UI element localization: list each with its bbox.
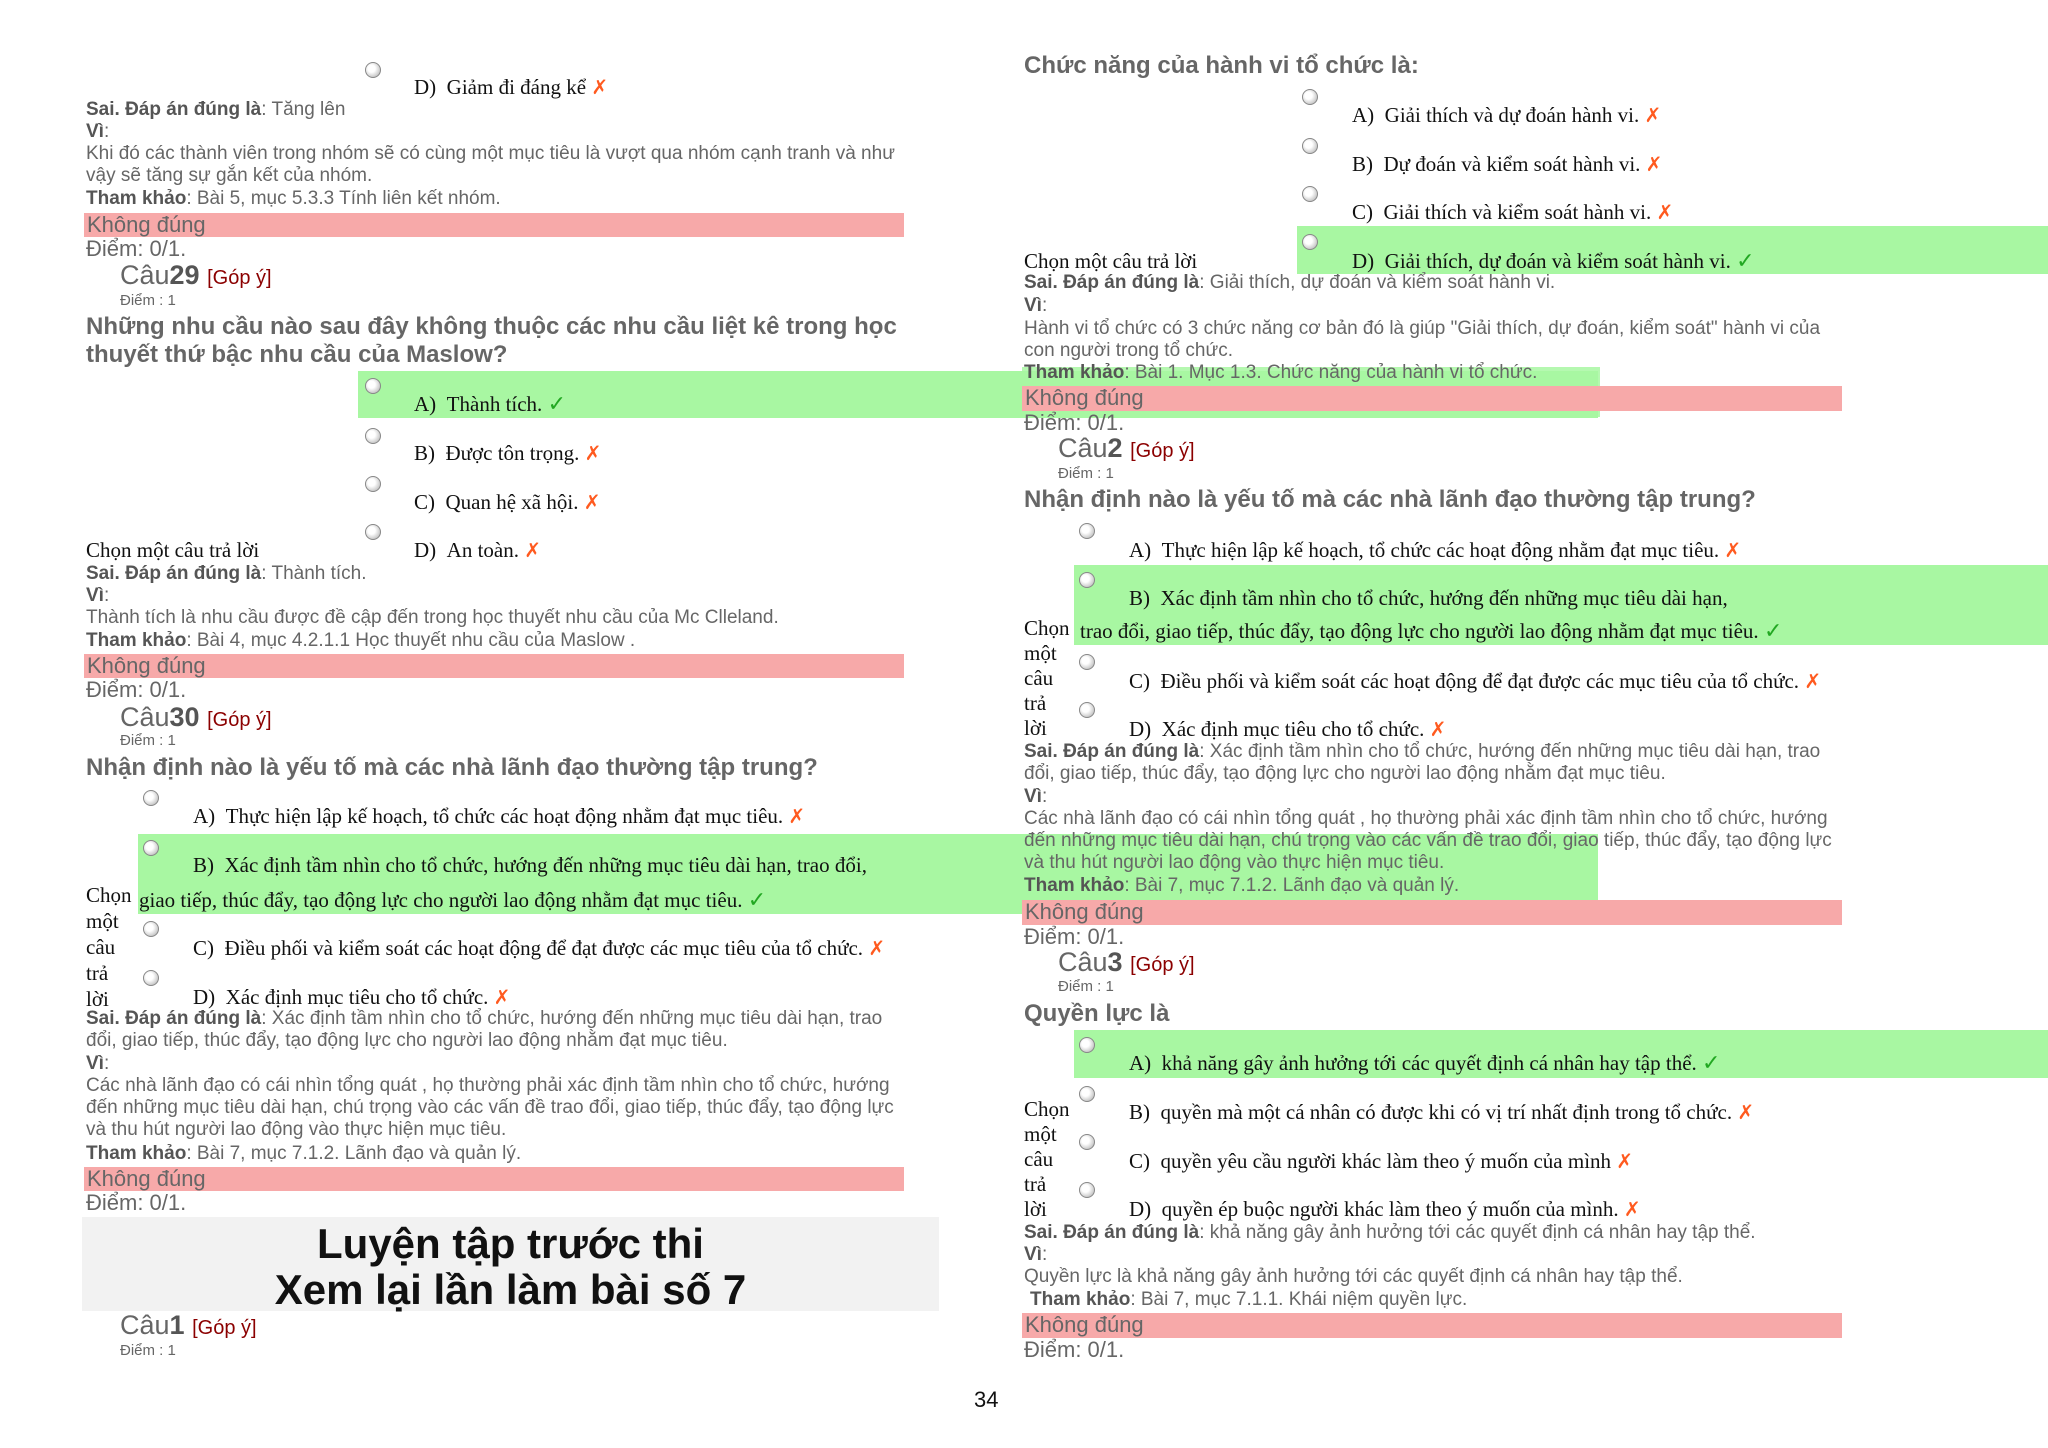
radio-button[interactable]	[1079, 1086, 1095, 1102]
option-a: A) Giải thích và dự đoán hành vi. ✗	[1352, 103, 1662, 127]
feedback-wrong: Sai. Đáp án đúng là: Thành tích.	[86, 563, 367, 584]
radio-button[interactable]	[1079, 702, 1095, 718]
check-icon: ✓	[1736, 248, 1755, 273]
feedback-wrong: Sai. Đáp án đúng là: Xác định tầm nhìn cho tổ chức, hướng đến những mục tiêu dài hạn, trao đổi, giao tiếp, thúc đẩy, tạo động lực cho người lao động nhằm đạt mục tiêu.	[1024, 741, 1821, 784]
cross-icon: ✗	[584, 443, 602, 465]
score: Điểm: 0/1.	[86, 236, 187, 261]
feedback-reason: Quyền lực là khả năng gây ảnh hưởng tới các quyết định cá nhân hay tập thể.	[1024, 1266, 1683, 1287]
option-a: A) Thực hiện lập kế hoạch, tổ chức các hoạt động nhằm đạt mục tiêu. ✗	[193, 804, 806, 828]
feedback-reason: Khi đó các thành viên trong nhóm sẽ có cùng một mục tiêu là vượt qua nhóm cạnh tranh và như vậy sẽ tăng sự gắn kết của nhóm.	[86, 143, 895, 186]
result-bar: Không đúng	[1022, 900, 1842, 925]
option-c: C) quyền yêu cầu người khác làm theo ý muốn của mình ✗	[1129, 1149, 1634, 1173]
choose-label: Chọn một câu trả lời	[86, 883, 132, 1011]
question-points: Điểm : 1	[120, 1342, 176, 1359]
score: Điểm: 0/1.	[1024, 924, 1125, 949]
option-a: A) Thành tích. ✓	[414, 391, 566, 416]
feedback-reference: Tham khảo: Bài 7, mục 7.1.2. Lãnh đạo và quản lý.	[86, 1143, 522, 1164]
choose-label: Chọn một câu trả lời	[1024, 1097, 1070, 1221]
radio-button[interactable]	[1302, 138, 1318, 154]
option-d: D) Xác định mục tiêu cho tổ chức. ✗	[193, 985, 511, 1009]
radio-button[interactable]	[143, 790, 159, 806]
radio-button[interactable]	[1079, 523, 1095, 539]
option-c: C) Điều phối và kiểm soát các hoạt động để đạt được các mục tiêu của tổ chức. ✗	[1129, 669, 1822, 693]
result-bar: Không đúng	[84, 654, 904, 678]
option-a: A) khả năng gây ảnh hưởng tới các quyết định cá nhân hay tập thể. ✓	[1129, 1050, 1721, 1075]
radio-button[interactable]	[1079, 654, 1095, 670]
option-d: D) Xác định mục tiêu cho tổ chức. ✗	[1129, 717, 1447, 741]
question-text: Những nhu cầu nào sau đây không thuộc các nhu cầu liệt kê trong học thuyết thứ bậc nhu cầu của Maslow?	[86, 313, 897, 368]
feedback-reason-label: Vì:	[86, 1053, 110, 1074]
choose-label: Chọn một câu trả lời	[1024, 249, 1198, 273]
radio-button[interactable]	[1079, 572, 1095, 588]
feedback-link[interactable]: [Góp ý]	[1130, 954, 1195, 976]
option-b: B) Được tôn trọng. ✗	[414, 441, 602, 465]
feedback-wrong: Sai. Đáp án đúng là: Giải thích, dự đoán và kiểm soát hành vi.	[1024, 272, 1556, 293]
result-bar: Không đúng	[1022, 386, 1842, 411]
cross-icon: ✗	[1656, 202, 1674, 224]
option-b: B) Xác định tầm nhìn cho tổ chức, hướng đến những mục tiêu dài hạn, trao đổi,	[193, 853, 867, 877]
option-b: B) Xác định tầm nhìn cho tổ chức, hướng đến những mục tiêu dài hạn,	[1129, 586, 1728, 610]
cross-icon: ✗	[1429, 719, 1447, 741]
radio-button[interactable]	[143, 921, 159, 937]
question-text: Nhận định nào là yếu tố mà các nhà lãnh đạo thường tập trung?	[86, 754, 818, 781]
feedback-reason: Các nhà lãnh đạo có cái nhìn tổng quát , họ thường phải xác định tầm nhìn cho tổ chức, hướng đến những mục tiêu dài hạn, chú trọng vào các vấn đề trao đổi, giao tiếp, thúc đẩy, tạo động lực và thu hút người lao động vào thực hiện mục tiêu.	[1024, 808, 1832, 873]
radio-button[interactable]	[365, 378, 381, 394]
check-icon: ✓	[1763, 618, 1783, 643]
feedback-reason-label: Vì:	[1024, 295, 1048, 316]
feedback-reason: Hành vi tổ chức có 3 chức năng cơ bản đó là giúp "Giải thích, dự đoán, kiểm soát" hành vi của con người trong tổ chức.	[1024, 318, 1821, 361]
feedback-reference: Tham khảo: Bài 7, mục 7.1.1. Khái niệm quyền lực.	[1030, 1289, 1468, 1310]
option-d: D) Giảm đi đáng kể ✗	[414, 75, 609, 99]
option-d: D) quyền ép buộc người khác làm theo ý muốn của mình. ✗	[1129, 1197, 1641, 1221]
radio-button[interactable]	[143, 840, 159, 856]
feedback-link[interactable]: [Góp ý]	[207, 267, 272, 289]
feedback-wrong: Sai. Đáp án đúng là: khả năng gây ảnh hưởng tới các quyết định cá nhân hay tập thể.	[1024, 1222, 1756, 1243]
page-number: 34	[974, 1387, 999, 1412]
review-banner	[82, 1217, 939, 1311]
radio-button[interactable]	[365, 62, 381, 78]
radio-button[interactable]	[1079, 1134, 1095, 1150]
option-a: A) Thực hiện lập kế hoạch, tổ chức các hoạt động nhằm đạt mục tiêu. ✗	[1129, 538, 1742, 562]
question-points: Điểm : 1	[120, 732, 176, 749]
cross-icon: ✗	[788, 806, 806, 828]
feedback-wrong: Sai. Đáp án đúng là: Xác định tầm nhìn cho tổ chức, hướng đến những mục tiêu dài hạn, trao đổi, giao tiếp, thúc đẩy, tạo động lực cho người lao động nhằm đạt mục tiêu.	[86, 1008, 883, 1051]
radio-button[interactable]	[1302, 234, 1318, 250]
cross-icon: ✗	[1724, 540, 1742, 562]
option-d: D) Giải thích, dự đoán và kiểm soát hành vi. ✓	[1352, 248, 1755, 273]
feedback-reference: Tham khảo: Bài 5, mục 5.3.3 Tính liên kết nhóm.	[86, 188, 501, 209]
question-text: Chức năng của hành vi tổ chức là:	[1024, 52, 1419, 79]
cross-icon: ✗	[868, 938, 886, 960]
cross-icon: ✗	[591, 77, 609, 99]
feedback-link[interactable]: [Góp ý]	[192, 1317, 257, 1339]
option-b-continued: trao đổi, giao tiếp, thúc đẩy, tạo động lực cho người lao động nhằm đạt mục tiêu. ✓	[1080, 618, 1783, 643]
option-c: C) Quan hệ xã hội. ✗	[414, 490, 601, 514]
feedback-reference: Tham khảo: Bài 4, mục 4.2.1.1 Học thuyết nhu cầu của Maslow .	[86, 630, 636, 651]
result-bar: Không đúng	[1022, 1313, 1842, 1338]
radio-button[interactable]	[365, 428, 381, 444]
question-header: Câu2 [Góp ý]	[1058, 433, 1195, 463]
feedback-reason-label: Vì:	[1024, 786, 1048, 807]
cross-icon: ✗	[524, 540, 542, 562]
radio-button[interactable]	[1079, 1037, 1095, 1053]
score: Điểm: 0/1.	[86, 1190, 187, 1215]
cross-icon: ✗	[1644, 105, 1662, 127]
score: Điểm: 0/1.	[86, 677, 187, 702]
radio-button[interactable]	[1302, 186, 1318, 202]
feedback-link[interactable]: [Góp ý]	[207, 709, 272, 731]
score: Điểm: 0/1.	[1024, 410, 1125, 435]
cross-icon: ✗	[1737, 1102, 1755, 1124]
feedback-reason: Các nhà lãnh đạo có cái nhìn tổng quát , họ thường phải xác định tầm nhìn cho tổ chức, hướng đến những mục tiêu dài hạn, chú trọng vào các vấn đề trao đổi, giao tiếp, thúc đẩy, tạo động lực và thu hút người lao động vào thực hiện mục tiêu.	[86, 1075, 894, 1140]
result-bar: Không đúng	[84, 1167, 904, 1191]
question-text: Quyền lực là	[1024, 1000, 1170, 1027]
check-icon: ✓	[547, 391, 566, 416]
radio-button[interactable]	[1302, 89, 1318, 105]
question-points: Điểm : 1	[120, 292, 176, 309]
choose-label: Chọn một câu trả lời	[86, 538, 260, 562]
cross-icon: ✗	[1804, 671, 1822, 693]
option-c: C) Giải thích và kiểm soát hành vi. ✗	[1352, 200, 1674, 224]
feedback-link[interactable]: [Góp ý]	[1130, 440, 1195, 462]
option-b: B) Dự đoán và kiểm soát hành vi. ✗	[1352, 152, 1663, 176]
question-text: Nhận định nào là yếu tố mà các nhà lãnh đạo thường tập trung?	[1024, 486, 1756, 513]
feedback-reason: Thành tích là nhu cầu được đề cập đến trong học thuyết nhu cầu của Mc Clleland.	[86, 607, 779, 628]
radio-button[interactable]	[365, 524, 381, 540]
feedback-reason-label: Vì:	[86, 585, 110, 606]
question-header: Câu30 [Góp ý]	[120, 702, 272, 732]
question-points: Điểm : 1	[1058, 465, 1114, 482]
question-header: Câu1 [Góp ý]	[120, 1310, 257, 1340]
cross-icon: ✗	[493, 987, 511, 1009]
feedback-reference: Tham khảo: Bài 1. Mục 1.3. Chức năng của hành vi tổ chức.	[1024, 362, 1538, 383]
result-bar: Không đúng	[84, 213, 904, 237]
choose-label: Chọn một câu trả lời	[1024, 616, 1070, 740]
option-b-continued: giao tiếp, thúc đẩy, tạo động lực cho người lao động nhằm đạt mục tiêu. ✓	[139, 887, 767, 912]
cross-icon: ✗	[1616, 1151, 1634, 1173]
radio-button[interactable]	[1079, 1182, 1095, 1198]
radio-button[interactable]	[365, 476, 381, 492]
feedback-reason-label: Vì:	[1024, 1244, 1048, 1265]
feedback-reason-label: Vì:	[86, 121, 110, 142]
option-d: D) An toàn. ✗	[414, 538, 542, 562]
cross-icon: ✗	[1623, 1199, 1641, 1221]
check-icon: ✓	[1702, 1050, 1721, 1075]
review-title: Luyện tập trước thi	[317, 1220, 704, 1267]
check-icon: ✓	[747, 887, 767, 912]
option-b: B) quyền mà một cá nhân có được khi có vị trí nhất định trong tổ chức. ✗	[1129, 1100, 1755, 1124]
question-header: Câu3 [Góp ý]	[1058, 947, 1195, 977]
score: Điểm: 0/1.	[1024, 1337, 1125, 1362]
review-subtitle: Xem lại lần làm bài số 7	[274, 1266, 747, 1313]
cross-icon: ✗	[583, 492, 601, 514]
question-points: Điểm : 1	[1058, 978, 1114, 995]
option-c: C) Điều phối và kiểm soát các hoạt động để đạt được các mục tiêu của tổ chức. ✗	[193, 936, 886, 960]
feedback-wrong: Sai. Đáp án đúng là: Tăng lên	[86, 99, 346, 120]
cross-icon: ✗	[1645, 154, 1663, 176]
feedback-reference: Tham khảo: Bài 7, mục 7.1.2. Lãnh đạo và quản lý.	[1024, 875, 1460, 896]
radio-button[interactable]	[143, 970, 159, 986]
question-header: Câu29 [Góp ý]	[120, 260, 272, 290]
